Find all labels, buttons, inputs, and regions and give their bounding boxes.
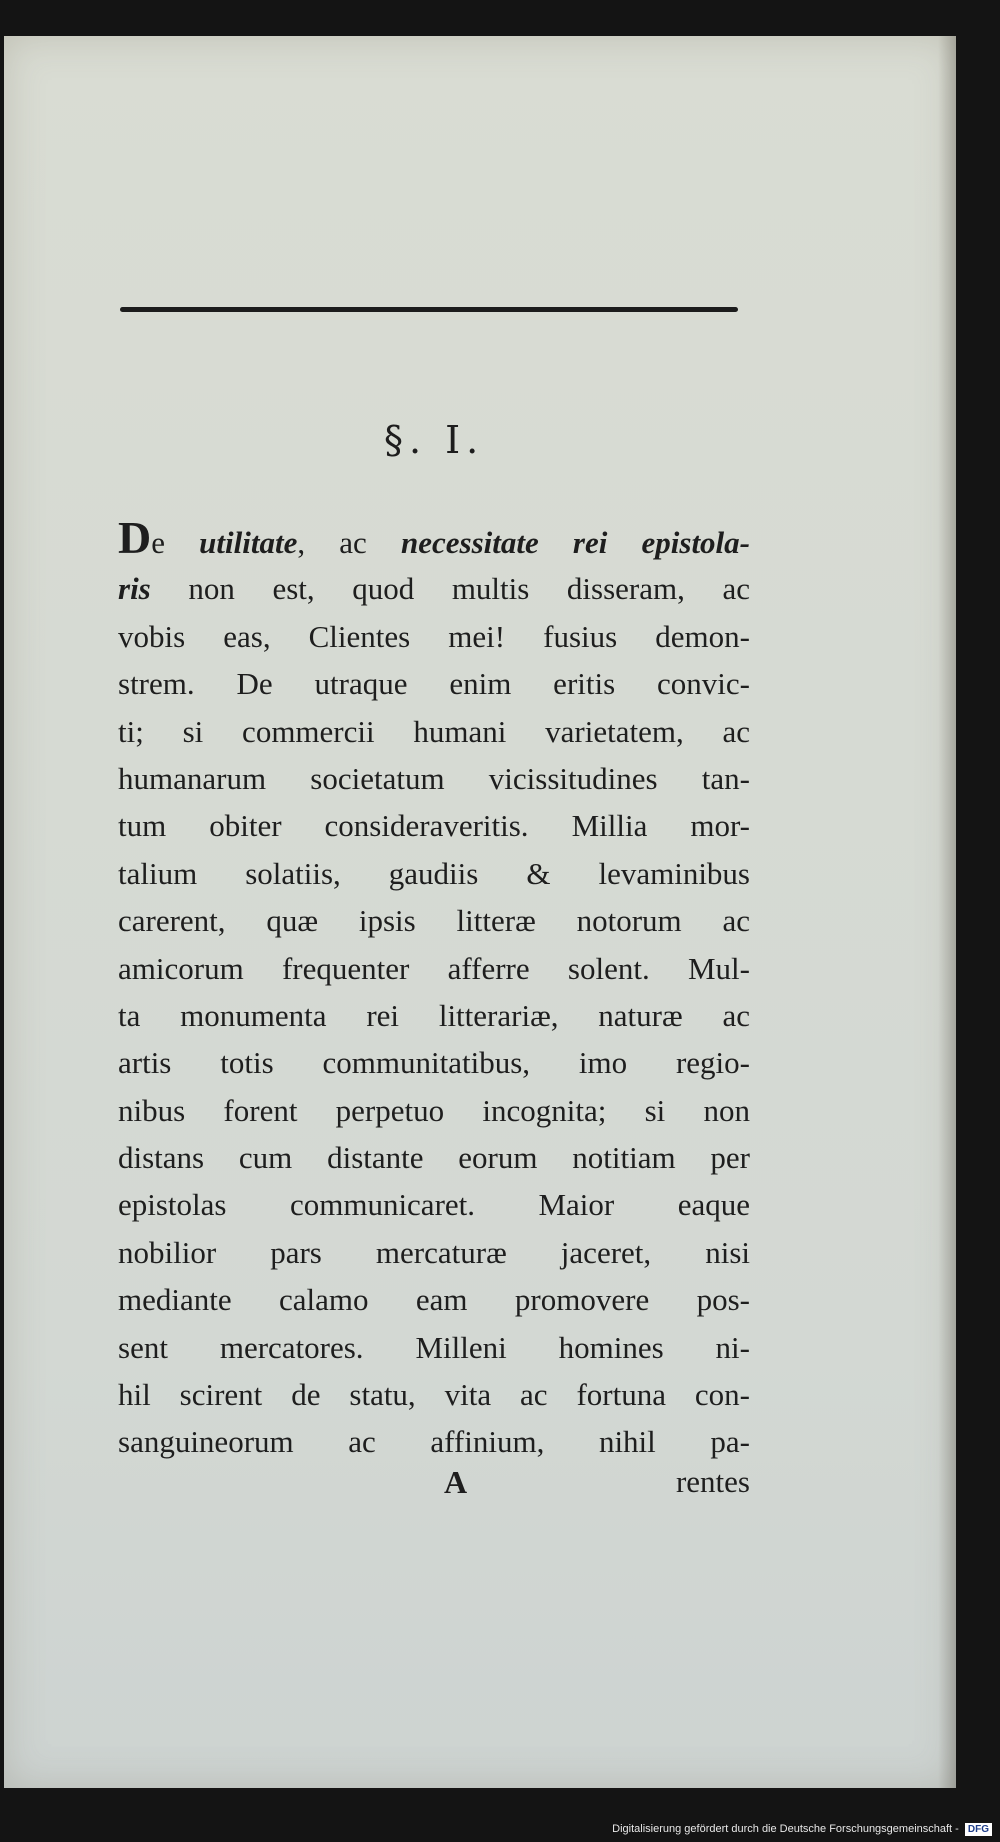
credit-text: Digitalisierung gefördert durch die Deutsche Forschungsgemeinschaft - [612,1823,959,1835]
text-segment: ti; si commercii humani varietatem, ac [118,713,750,749]
dfg-logo: DFG [965,1823,992,1836]
body-text [118,512,750,1466]
section-heading: §. I. [384,418,485,462]
text-segment: ta monumenta rei litterariæ, naturæ ac [118,997,750,1033]
text-segment: non est, quod multis disseram, ac [150,571,750,607]
text-segment: nobilior pars mercaturæ jaceret, nisi [118,1234,750,1270]
text-segment: sent mercatores. Milleni homines ni- [118,1329,750,1365]
text-segment: epistolas communicaret. Maior eaque [118,1187,750,1223]
text-line [118,1418,750,1465]
text-segment: sanguineorum ac affinium, nihil pa- [118,1424,750,1460]
drop-cap: D [118,512,152,563]
italic-segment: utilitate [199,525,298,560]
text-segment: distans cum distante eorum notitiam per [118,1140,750,1176]
text-line [118,945,750,992]
text-line [118,708,750,755]
text-line [118,755,750,802]
text-segment: carerent, quæ ipsis litteræ notorum ac [118,903,750,939]
text-segment: amicorum frequenter afferre solent. Mul- [118,950,750,986]
digitization-credit [612,1823,992,1836]
text-line [118,1371,750,1418]
text-segment: artis totis communitatibus, imo regio- [118,1045,750,1081]
page-footer [118,1464,750,1512]
text-line [118,992,750,1039]
text-line [118,660,750,707]
book-page [4,36,956,1788]
text-segment: , ac [297,525,401,560]
signature-mark: A [444,1464,468,1500]
text-line [118,1181,750,1228]
text-segment: humanarum societatum vicissitudines tan- [118,760,750,796]
italic-segment: ris [118,571,151,607]
text-line [118,1039,750,1086]
text-line [118,850,750,897]
text-line [118,1087,750,1134]
text-line [118,802,750,849]
text-segment: e [151,525,200,560]
text-line [118,1134,750,1181]
header-rule [120,307,738,312]
text-segment: vobis eas, Clientes mei! fusius demon- [118,618,750,654]
text-line [118,1324,750,1371]
text-line [118,1276,750,1323]
text-line [118,613,750,660]
text-segment: mediante calamo eam promovere pos- [118,1282,750,1318]
text-segment: strem. De utraque enim eritis convic- [118,666,750,702]
catchword: rentes [675,1464,750,1499]
text-segment: hil scirent de statu, vita ac fortuna con- [118,1377,750,1413]
text-line [118,897,750,944]
text-line [118,1229,750,1276]
text-segment: talium solatiis, gaudiis & levaminibus [118,855,750,891]
text-line [118,565,750,612]
text-line [118,512,750,565]
text-segment: nibus forent perpetuo incognita; si non [118,1092,750,1128]
italic-segment: necessitate rei epistola- [400,525,750,560]
text-segment: tum obiter consideraveritis. Millia mor- [118,808,750,844]
